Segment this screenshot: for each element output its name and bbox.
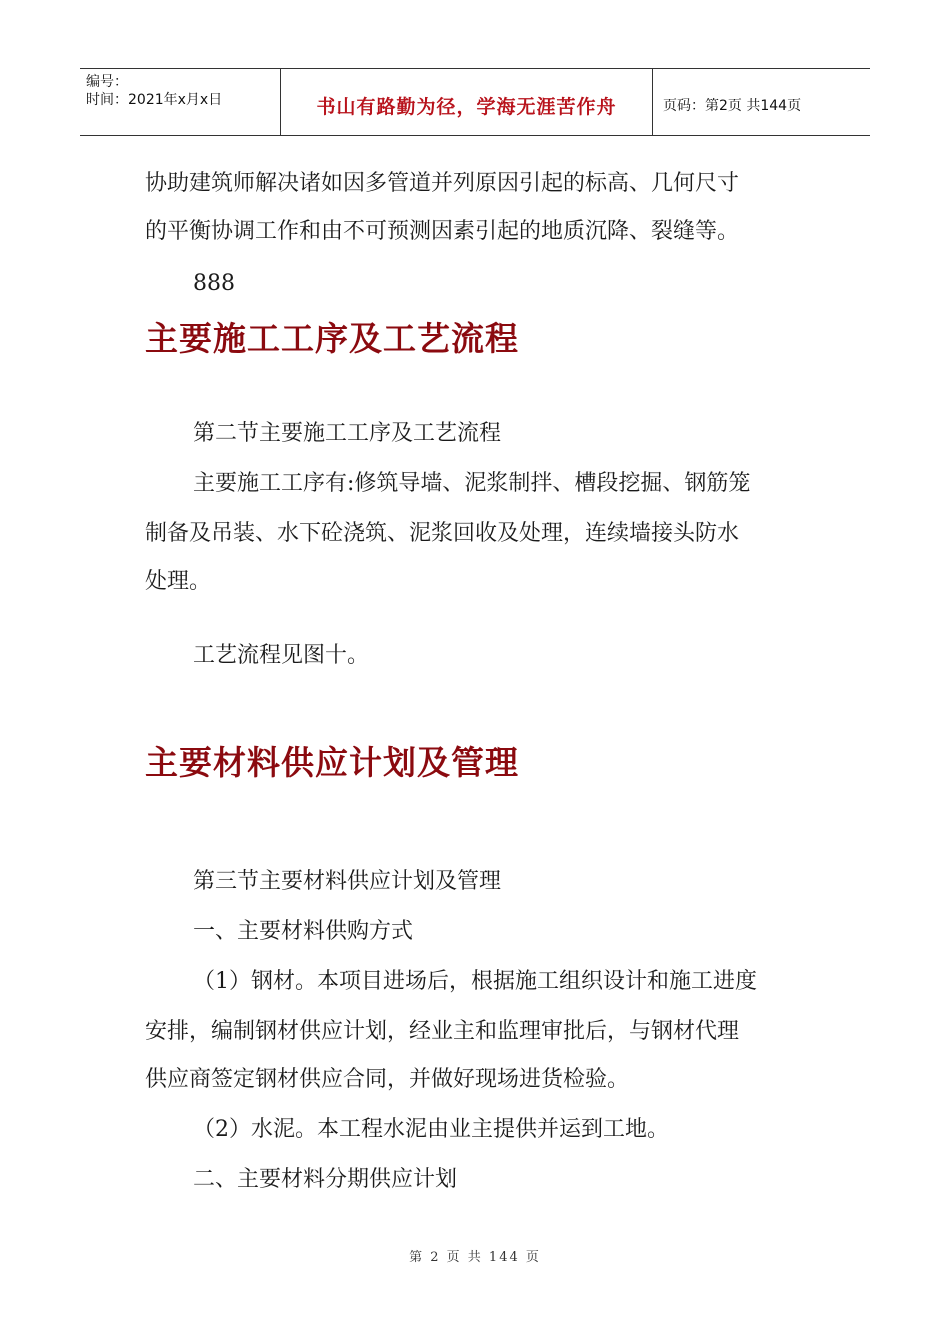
header-page-cell [653, 69, 870, 135]
date-label: 时间：2021年x月x日 [86, 92, 223, 108]
section-title: 第三节主要材料供应计划及管理 [193, 869, 502, 894]
serial-label: 编号： [86, 74, 128, 90]
header-motto-cell [281, 69, 653, 135]
paragraph: （2）水泥。本工程水泥由业主提供并运到工地。 [193, 1117, 669, 1142]
paragraph-line: 处理。 [145, 569, 212, 594]
page-label: 页码：第2页 共144页 [663, 98, 802, 114]
section-title: 第二节主要施工工序及工艺流程 [193, 421, 502, 446]
paragraph-line: （1）钢材。本项目进场后，根据施工组织设计和施工进度 [193, 969, 757, 994]
paragraph-line: 安排，编制钢材供应计划，经业主和监理审批后，与钢材代理 [145, 1019, 740, 1044]
paragraph-line: 供应商签定钢材供应合同，并做好现场进货检验。 [145, 1067, 630, 1092]
paragraph-line: 的平衡协调工作和由不可预测因素引起的地质沉降、裂缝等。 [145, 219, 740, 244]
motto-text: 书山有路勤为径，学海无涯苦作舟 [316, 95, 617, 118]
section-heading: 主要材料供应计划及管理 [145, 743, 519, 782]
page-header [80, 68, 870, 136]
paragraph: 888 [193, 271, 235, 296]
list-item-title: 二、主要材料分期供应计划 [193, 1167, 458, 1192]
paragraph-line: 协助建筑师解决诸如因多管道并列原因引起的标高、几何尺寸 [145, 171, 740, 196]
list-item-title: 一、主要材料供购方式 [193, 919, 414, 944]
page-footer: 第 2 页 共 144 页 [409, 1250, 541, 1265]
paragraph-line: 主要施工工序有:修筑导墙、泥浆制拌、槽段挖掘、钢筋笼 [193, 471, 751, 496]
header-meta-cell [80, 69, 281, 135]
section-heading: 主要施工工序及工艺流程 [145, 319, 519, 358]
paragraph: 工艺流程见图十。 [193, 643, 370, 668]
paragraph-line: 制备及吊装、水下砼浇筑、泥浆回收及处理，连续墙接头防水 [145, 521, 740, 546]
